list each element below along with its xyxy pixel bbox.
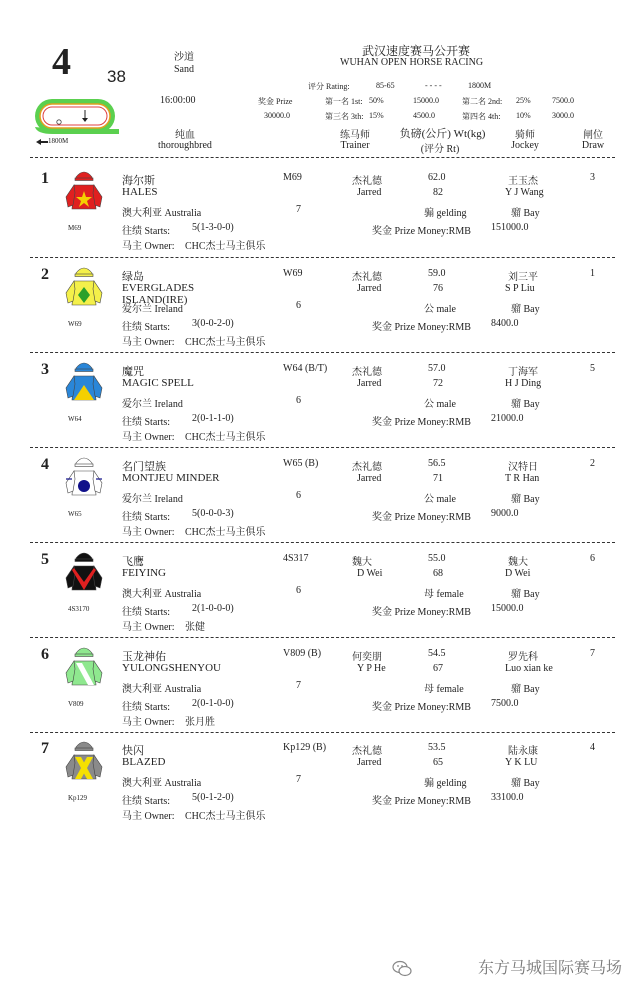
track-diagram-icon: [33, 97, 123, 137]
horse-origin: 爱尔兰 Ireland: [122, 494, 183, 505]
draw-number: 1: [590, 268, 595, 279]
trainer-name-en: Jarred: [357, 283, 382, 294]
silk-code: 4S3170: [68, 605, 90, 613]
starts-label: 往绩 Starts:: [122, 322, 171, 333]
row-divider: [30, 447, 615, 448]
horse-rating: 71: [433, 473, 443, 484]
prize-money-label: 奖金 Prize Money:RMB: [372, 702, 471, 713]
rating-dashes: - - - -: [425, 81, 442, 90]
horse-color: 骝 Bay: [511, 778, 540, 789]
horse-color: 骝 Bay: [511, 494, 540, 505]
horse-origin: 澳大利亚 Australia: [122, 684, 202, 695]
owner-name: CHC杰士马主俱乐: [185, 337, 266, 348]
jockey-name-zh: 汉特日: [508, 462, 538, 473]
prize-money: 33100.0: [491, 792, 524, 803]
jockey-header-en: Jockey: [511, 140, 539, 151]
jockey-name-en: S P Liu: [505, 283, 535, 294]
draw-number: 5: [590, 363, 595, 374]
row-divider: [30, 637, 615, 638]
starts-record: 2(0-1-1-0): [192, 413, 234, 424]
owner-name: 张健: [185, 622, 205, 633]
row-divider: [30, 542, 615, 543]
horse-code: V809 (B): [283, 648, 322, 659]
horse-sex: 公 male: [424, 494, 456, 505]
trainer-name-en: Jarred: [357, 378, 382, 389]
starts-record: 5(0-1-2-0): [192, 792, 234, 803]
prize-money-label: 奖金 Prize Money:RMB: [372, 796, 471, 807]
jockey-silk-icon: [62, 167, 106, 223]
owner-label: 马主 Owner:: [122, 241, 175, 252]
horse-name-en: MAGIC SPELL: [122, 377, 194, 389]
prize-1-pct: 50%: [369, 96, 384, 105]
owner-label: 马主 Owner:: [122, 717, 175, 728]
trainer-name-en: D Wei: [357, 568, 383, 579]
owner-label: 马主 Owner:: [122, 337, 175, 348]
horse-age: 6: [296, 585, 301, 596]
owner-label: 马主 Owner:: [122, 527, 175, 538]
prize-label: 奖金 Prize: [258, 97, 293, 106]
jockey-silk-icon: [62, 453, 106, 509]
prize-money-label: 奖金 Prize Money:RMB: [372, 512, 471, 523]
weight-header-zh: 负磅(公斤) Wt(kg): [399, 128, 486, 140]
horse-name-en: MONTJEU MINDER: [122, 472, 220, 484]
horse-sex: 公 male: [424, 399, 456, 410]
jockey-name-en: T R Han: [505, 473, 540, 484]
race-title-zh: 武汉速度赛马公开赛: [362, 44, 471, 58]
rating-label: 评分 Rating:: [308, 82, 350, 91]
starts-label: 往绩 Starts:: [122, 417, 171, 428]
horse-origin: 澳大利亚 Australia: [122, 778, 202, 789]
horse-sex: 母 female: [424, 589, 464, 600]
owner-label: 马主 Owner:: [122, 622, 175, 633]
horse-color: 骝 Bay: [511, 684, 540, 695]
jockey-name-zh: 丁海军: [508, 367, 538, 378]
prize-money: 9000.0: [491, 508, 519, 519]
horse-name-en: EVERGLADES ISLAND(IRE): [122, 282, 195, 306]
silk-code: M69: [68, 224, 82, 232]
horse-code: Kp129 (B): [283, 742, 327, 753]
horse-weight: 54.5: [428, 648, 446, 659]
horse-age: 7: [296, 680, 301, 691]
prize-money: 21000.0: [491, 413, 524, 424]
horse-weight: 53.5: [428, 742, 446, 753]
arrow-left-icon: [36, 139, 48, 145]
jockey-header-zh: 骑师: [515, 130, 535, 141]
horse-name-zh: 飞鹰: [122, 556, 144, 568]
breed-zh: 纯血: [175, 130, 195, 141]
prize-money: 15000.0: [491, 603, 524, 614]
horse-age: 7: [296, 204, 301, 215]
horse-sex: 母 female: [424, 684, 464, 695]
jockey-silk-icon: [62, 548, 106, 604]
starts-label: 往绩 Starts:: [122, 226, 171, 237]
horse-weight: 59.0: [428, 268, 446, 279]
race-time: 16:00:00: [160, 95, 196, 106]
silk-code: W64: [68, 415, 82, 423]
horse-sex: 骟 gelding: [424, 208, 467, 219]
weight-header-en: (评分 Rt): [420, 144, 460, 155]
trainer-name-zh: 杰礼德: [352, 272, 382, 283]
silk-code: Kp129: [68, 794, 88, 802]
owner-name: CHC杰士马主俱乐: [185, 241, 266, 252]
row-divider: [30, 257, 615, 258]
track-distance: 1800M: [48, 137, 69, 145]
breed-en: thoroughbred: [158, 140, 212, 151]
horse-rating: 68: [433, 568, 443, 579]
prize-money-label: 奖金 Prize Money:RMB: [372, 322, 471, 333]
prize-4-pct: 10%: [516, 111, 531, 120]
horse-name-zh: 名门望族: [122, 461, 166, 473]
horse-age: 6: [296, 300, 301, 311]
horse-name-zh: 魔咒: [122, 366, 144, 378]
row-divider: [30, 352, 615, 353]
horse-origin: 爱尔兰 Ireland: [122, 399, 183, 410]
prize-2-label: 第二名 2nd:: [462, 97, 503, 106]
owner-name: CHC杰士马主俱乐: [185, 527, 266, 538]
horse-name-en: BLAZED: [122, 756, 166, 768]
entrants-count: 38: [107, 67, 126, 86]
horse-sex: 公 male: [424, 304, 456, 315]
trainer-name-en: Jarred: [357, 757, 382, 768]
jockey-name-en: Y J Wang: [505, 187, 544, 198]
trainer-name-en: Jarred: [357, 187, 382, 198]
horse-rating: 82: [433, 187, 443, 198]
surface-en: Sand: [174, 64, 194, 75]
prize-total: 30000.0: [264, 111, 290, 120]
horse-name-zh: 快闪: [122, 745, 144, 757]
race-distance: 1800M: [468, 81, 492, 90]
horse-code: M69: [283, 172, 302, 183]
horse-code: W64 (B/T): [283, 363, 328, 374]
draw-number: 6: [590, 553, 595, 564]
horse-rating: 72: [433, 378, 443, 389]
trainer-header-en: Trainer: [340, 140, 370, 151]
starts-record: 5(0-0-0-3): [192, 508, 234, 519]
horse-name-en: HALES: [122, 186, 158, 198]
prize-money-label: 奖金 Prize Money:RMB: [372, 417, 471, 428]
jockey-name-zh: 刘三平: [508, 272, 538, 283]
horse-number: 4: [41, 456, 49, 473]
race-title-en: WUHAN OPEN HORSE RACING: [340, 57, 484, 68]
prize-4-label: 第四名 4th:: [462, 112, 501, 121]
horse-name-en: FEIYING: [122, 567, 166, 579]
jockey-name-en: Y K LU: [505, 757, 538, 768]
horse-number: 3: [41, 361, 49, 378]
horse-number: 5: [41, 551, 49, 568]
starts-label: 往绩 Starts:: [122, 512, 171, 523]
horse-name-zh: 绿岛: [122, 271, 144, 283]
prize-money: 8400.0: [491, 318, 519, 329]
horse-color: 骝 Bay: [511, 399, 540, 410]
starts-label: 往绩 Starts:: [122, 796, 171, 807]
horse-origin: 爱尔兰 Ireland: [122, 304, 183, 315]
horse-weight: 55.0: [428, 553, 446, 564]
horse-number: 6: [41, 646, 49, 663]
silk-code: V809: [68, 700, 84, 708]
starts-label: 往绩 Starts:: [122, 607, 171, 618]
prize-money-label: 奖金 Prize Money:RMB: [372, 607, 471, 618]
horse-weight: 57.0: [428, 363, 446, 374]
rating-value: 85-65: [376, 81, 395, 90]
trainer-name-zh: 何奕朋: [352, 652, 382, 663]
horse-origin: 澳大利亚 Australia: [122, 589, 202, 600]
prize-1-amt: 15000.0: [413, 96, 439, 105]
horse-number: 7: [41, 740, 49, 757]
jockey-name-en: Luo xian ke: [505, 663, 553, 674]
starts-record: 3(0-0-2-0): [192, 318, 234, 329]
horse-code: W65 (B): [283, 458, 319, 469]
horse-color: 骝 Bay: [511, 304, 540, 315]
jockey-name-zh: 罗先科: [508, 652, 538, 663]
owner-name: CHC杰士马主俱乐: [185, 811, 266, 822]
silk-code: W69: [68, 320, 82, 328]
draw-header-zh: 闸位: [583, 130, 603, 141]
row-divider: [30, 732, 615, 733]
prize-2-amt: 7500.0: [552, 96, 574, 105]
jockey-silk-icon: [62, 737, 106, 793]
horse-sex: 骟 gelding: [424, 778, 467, 789]
horse-origin: 澳大利亚 Australia: [122, 208, 202, 219]
prize-3-amt: 4500.0: [413, 111, 435, 120]
horse-weight: 56.5: [428, 458, 446, 469]
owner-label: 马主 Owner:: [122, 811, 175, 822]
starts-record: 5(1-3-0-0): [192, 222, 234, 233]
horse-weight: 62.0: [428, 172, 446, 183]
trainer-name-zh: 杰礼德: [352, 746, 382, 757]
header-divider: [30, 157, 615, 158]
prize-money-label: 奖金 Prize Money:RMB: [372, 226, 471, 237]
owner-name: 张月胜: [185, 717, 215, 728]
trainer-name-zh: 杰礼德: [352, 367, 382, 378]
jockey-name-zh: 王玉杰: [508, 176, 538, 187]
draw-number: 4: [590, 742, 595, 753]
horse-name-zh: 玉龙神佑: [122, 651, 166, 663]
prize-3-pct: 15%: [369, 111, 384, 120]
owner-name: CHC杰士马主俱乐: [185, 432, 266, 443]
trainer-name-en: Y P He: [357, 663, 386, 674]
starts-record: 2(0-1-0-0): [192, 698, 234, 709]
silk-code: W65: [68, 510, 82, 518]
prize-money: 151000.0: [491, 222, 529, 233]
trainer-header-zh: 练马师: [340, 130, 370, 141]
horse-color: 骝 Bay: [511, 589, 540, 600]
owner-label: 马主 Owner:: [122, 432, 175, 443]
horse-number: 1: [41, 170, 49, 187]
jockey-silk-icon: [62, 643, 106, 699]
horse-age: 6: [296, 395, 301, 406]
horse-rating: 76: [433, 283, 443, 294]
draw-number: 2: [590, 458, 595, 469]
horse-rating: 67: [433, 663, 443, 674]
jockey-name-en: H J Ding: [505, 378, 542, 389]
trainer-name-en: Jarred: [357, 473, 382, 484]
prize-1-label: 第一名 1st:: [325, 97, 363, 106]
prize-4-amt: 3000.0: [552, 111, 574, 120]
horse-code: W69: [283, 268, 303, 279]
race-number: 4: [52, 41, 71, 83]
trainer-name-zh: 魏大: [352, 557, 372, 568]
surface-zh: 沙道: [174, 52, 194, 63]
draw-number: 3: [590, 172, 595, 183]
jockey-name-zh: 陆永康: [508, 746, 538, 757]
draw-header-en: Draw: [581, 140, 605, 151]
trainer-name-zh: 杰礼德: [352, 462, 382, 473]
prize-2-pct: 25%: [516, 96, 531, 105]
horse-name-zh: 海尔斯: [122, 175, 155, 187]
jockey-name-zh: 魏大: [508, 557, 528, 568]
wechat-logo-icon: [392, 960, 412, 978]
horse-rating: 65: [433, 757, 443, 768]
trainer-name-zh: 杰礼德: [352, 176, 382, 187]
jockey-silk-icon: [62, 263, 106, 319]
prize-money: 7500.0: [491, 698, 519, 709]
horse-number: 2: [41, 266, 49, 283]
starts-label: 往绩 Starts:: [122, 702, 171, 713]
horse-age: 6: [296, 490, 301, 501]
horse-code: 4S317: [283, 553, 309, 564]
watermark-text: 东方马城国际赛马场: [477, 958, 622, 977]
jockey-silk-icon: [62, 358, 106, 414]
horse-age: 7: [296, 774, 301, 785]
draw-number: 7: [590, 648, 595, 659]
horse-color: 骝 Bay: [511, 208, 540, 219]
jockey-name-en: D Wei: [505, 568, 531, 579]
starts-record: 2(1-0-0-0): [192, 603, 234, 614]
prize-3-label: 第三名 3th:: [325, 112, 364, 121]
horse-name-en: YULONGSHENYOU: [122, 662, 221, 674]
